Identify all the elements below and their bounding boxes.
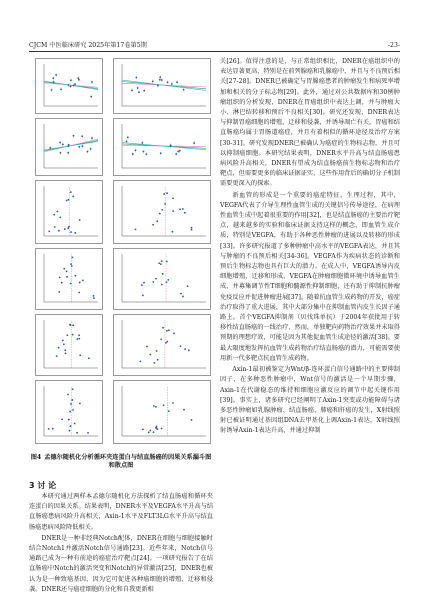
data-point (56, 211, 58, 213)
body-paragraph: 关[26]。值得注意的是，与正常组织相比，DNER在癌组织中的表达显著更高，特别是在前列腺癌和乳腺癌中，并且与不良预后相关[27-28]。DNER已被确定与胃腺癌患者的肿瘤发生和病死率增加和相关的分子标志物[29]。此外，通过对公共数据库和30例肿瘤组织的分析发现，DNER在胃癌组织中表达上调，并与肿瘤大小、淋巴结转移和预后不良相关[30]。研究还发现，DNER表达与抑制胃癌细胞的增殖、迁移和侵袭，并诱导凋亡有关，胃癌和结直肠癌均属于胃肠道癌症，并且有着相似的循环途径及治疗方案[30-31]。研究发现DNER已被确认为癌症的生物标志物，并且可以抑制癌细胞。本研究结果表明，DNER水平升高与结直肠癌患病风险升高相关，DNER有望成为结直肠癌前生物标志物和治疗靶点，但需要更多的临床证据证实，这些作用背后的确切分子机制需要更深入的探索。 (220, 58, 400, 188)
figure-4 (29, 56, 213, 448)
data-point (66, 270, 68, 272)
data-point (161, 284, 163, 286)
data-point (76, 432, 78, 434)
data-point (166, 192, 168, 194)
funnel-plot-6 (114, 315, 210, 375)
data-point (69, 430, 71, 432)
data-point (60, 88, 62, 90)
running-header (29, 40, 400, 50)
page-number: -23- (387, 42, 400, 49)
data-point (67, 394, 69, 396)
scatter-plot-panel-2 (113, 58, 211, 114)
data-point (64, 349, 66, 351)
data-point (51, 89, 53, 91)
data-point (135, 149, 137, 151)
data-point (138, 91, 140, 93)
data-point (71, 265, 73, 267)
data-point (70, 425, 72, 427)
data-point (68, 226, 70, 228)
scatter-plot-2 (114, 59, 210, 113)
data-point (65, 352, 67, 354)
left-column (29, 56, 213, 595)
funnel-plot-8 (114, 381, 210, 443)
data-point (167, 279, 169, 281)
data-point (74, 423, 76, 425)
data-point (66, 334, 68, 336)
data-point (78, 146, 80, 148)
data-point (187, 285, 189, 287)
data-point (164, 203, 166, 205)
data-point (59, 216, 61, 218)
data-point (87, 151, 89, 153)
data-point (184, 348, 186, 350)
data-point (58, 347, 60, 349)
body-paragraph: Axin-1最初被鉴定为Wnt/β-连环蛋白信号通路中的主要抑制因子，在多种恶性肿瘤中，Wnt信号的激活是一个早期步骤，Axin-1在代谢稳态的维持和细胞应激反应的调节中起关键作用[39]。事实上，诸多研究已经阐明了Axin-1突变或功能障碍与诸多恶性肿瘤如乳腺肿瘤、结直肠癌、肺癌和肝癌的发生，X射线照射已被证明通过基因组DNA去甲基化上调Axin-1表达，X射线照射诱导Axin-1表达升高，并通过抑制 (220, 366, 400, 435)
data-point (184, 212, 186, 214)
data-point (70, 283, 72, 285)
data-point (63, 268, 65, 270)
data-point (61, 282, 63, 284)
data-point (191, 227, 193, 229)
data-point (58, 230, 60, 232)
regression-line (44, 81, 98, 90)
data-point (79, 282, 81, 284)
data-point (155, 427, 157, 429)
data-point (183, 409, 185, 411)
data-point (131, 90, 133, 92)
scatter-plot-4 (114, 119, 210, 175)
data-point (49, 147, 51, 149)
data-point (88, 357, 90, 359)
data-point (172, 197, 174, 199)
funnel-plot-5 (36, 315, 102, 375)
data-point (175, 153, 177, 155)
data-point (74, 83, 76, 85)
data-point (60, 152, 62, 154)
data-point (161, 428, 163, 430)
data-point (76, 338, 78, 340)
data-point (168, 410, 170, 412)
data-point (143, 90, 145, 92)
data-point (154, 362, 156, 364)
data-point (70, 263, 72, 265)
data-point (156, 350, 158, 352)
data-point (70, 231, 72, 233)
data-point (183, 89, 185, 91)
scatter-plot-3 (36, 119, 102, 175)
figure-caption (29, 454, 213, 470)
data-point (71, 399, 73, 401)
header-rule (29, 51, 400, 52)
data-point (48, 230, 50, 232)
figure-label: 图4 (30, 454, 42, 461)
data-point (52, 77, 54, 79)
data-point (137, 87, 139, 89)
data-point (161, 209, 163, 211)
data-point (158, 262, 160, 264)
funnel-plot-panel-5 (35, 314, 103, 376)
data-point (159, 79, 161, 81)
data-point (64, 228, 66, 230)
data-point (79, 403, 81, 405)
data-point (79, 354, 81, 356)
data-point (72, 388, 74, 390)
data-point (67, 84, 69, 86)
data-point (90, 148, 92, 150)
body-paragraph: DNER是一种非经典Notch配体，DNER在细胞与细胞接触时结合Notch1并激活Notch信号通路[23]。近些年来，Notch信号通路已成为一种有前途的癌症治疗靶点[24]。一项研究报告了在结直肠癌中Notch的激活突变和Notch的异常激活[25]，DNER也被认为是一种致癌基因，因为它可促进各种癌细胞的增殖、迁移和侵袭。DNER还与癌症细胞的分化和自我更新相 (29, 534, 213, 593)
data-point (166, 281, 168, 283)
body-paragraph: 本研究通过两样本孟德尔随机化方法探析了结直肠癌和循环夹连蛋白的因果关系。结果表明，DNER水平及VEGFA水平升高与结直肠癌患病风险升高相关，Axin-1水平及FLT3LG水平升高与结直肠癌患病风险降低相关。 (29, 493, 214, 531)
data-point (191, 419, 193, 421)
data-point (180, 293, 182, 295)
data-point (126, 140, 128, 142)
journal-title: CJCM 中医临床研究 2025年第17卷第5期 (29, 42, 147, 49)
data-point (62, 143, 64, 145)
data-point (59, 142, 61, 144)
data-point (153, 405, 155, 407)
data-point (70, 403, 72, 405)
data-point (141, 284, 143, 286)
data-point (179, 150, 181, 152)
data-point (152, 281, 154, 283)
data-point (162, 327, 164, 329)
data-point (70, 85, 72, 87)
data-point (166, 330, 168, 332)
data-point (132, 153, 134, 155)
data-point (182, 208, 184, 210)
data-point (168, 329, 170, 331)
funnel-plot-panel-1 (35, 180, 103, 244)
data-point (93, 297, 95, 299)
funnel-plot-panel-6 (113, 314, 211, 376)
data-point (81, 145, 83, 147)
data-point (163, 193, 165, 195)
data-point (141, 142, 143, 144)
data-point (149, 354, 151, 356)
funnel-plot-panel-3 (35, 248, 103, 310)
data-point (188, 350, 190, 352)
data-point (163, 404, 165, 406)
funnel-plot-panel-8 (113, 380, 211, 444)
data-point (78, 292, 80, 294)
data-point (68, 199, 70, 201)
data-point (179, 208, 181, 210)
data-point (167, 81, 169, 83)
data-point (67, 152, 69, 154)
scatter-plot-panel-4 (113, 118, 211, 176)
data-point (82, 279, 84, 281)
body-paragraph: 新血管的形成是一个重要的癌症特征。生理过程，其中，VEGFA代表了介导生理性血管生成的关键信号传导途径，在病理性血管生成中起着很重要的作用[32]，也是结直肠癌的主要治疗靶点，越来越多的实验和临床证据支持这样的概念，即血管生成介质，特别是VEGFA，有助于各种恶性肿瘤的进展以及转移的形成[33]。许多研究报道了多种肿瘤中高水平的VEGFA表达，并且其与肿瘤的不良预后相关[34-36]。VEGFA作为疾病状态的诊断和预后生物标志物也具有巨大的潜力。在成人中，VEGFA诱导内皮细胞增殖、迁移和形成，VEGFA在肿瘤细胞微环境中诱导血管生成，并募集调节性T细胞和髓源性抑制细胞，还有助于抑制抗肿瘤免疫反应并促进肿瘤进展[37]。随着抗血管生成药物的开发，癌症治疗取得了重大进展，其中大部分集中在抑制血管内皮生长因子通路上。首个VEGFA抑制剂（贝伐珠单抗）于2004年获批用于转移性结直肠癌的一线治疗，然而，单独靶向药物治疗效果并未取得预期的理想疗效，可能是因为其他促血管生成途径的激活[38]。要最大限度地发挥抗血管生成药物治疗结直肠癌的潜力，可能需要使用新一代多靶点抗血管生成药物。 (220, 191, 400, 362)
data-point (53, 81, 55, 83)
data-point (145, 153, 147, 155)
data-point (55, 74, 57, 76)
data-point (79, 219, 81, 221)
funnel-plot-4 (114, 249, 210, 309)
data-point (171, 83, 173, 85)
data-point (70, 79, 72, 81)
data-point (69, 411, 71, 413)
data-point (135, 228, 137, 230)
data-point (142, 295, 144, 297)
figure-caption-text: 孟德尔随机化分析循环夹连蛋白与结直肠癌的因果关系漏斗图和散点图 (44, 454, 212, 469)
scatter-plot-panel-1 (35, 58, 103, 114)
data-point (78, 338, 80, 340)
data-point (152, 80, 154, 82)
data-point (166, 261, 168, 263)
data-point (157, 85, 159, 87)
data-point (143, 282, 145, 284)
funnel-plot-3 (36, 249, 102, 309)
data-point (53, 214, 55, 216)
data-point (67, 227, 69, 229)
data-point (69, 324, 71, 326)
right-column (220, 56, 400, 437)
data-point (74, 232, 76, 234)
data-point (87, 432, 89, 434)
data-point (68, 144, 70, 146)
data-point (176, 81, 178, 83)
data-point (72, 409, 74, 411)
data-point (91, 81, 93, 83)
data-point (91, 137, 93, 139)
funnel-plot-2 (114, 181, 210, 243)
funnel-plot-1 (36, 181, 102, 243)
data-point (63, 343, 65, 345)
data-point (160, 338, 162, 340)
data-point (78, 79, 80, 81)
data-point (149, 430, 151, 432)
data-point (73, 84, 75, 86)
data-point (58, 291, 60, 293)
data-point (143, 151, 145, 153)
data-point (73, 135, 75, 137)
data-point (148, 432, 150, 434)
data-point (155, 406, 157, 408)
data-point (70, 191, 72, 193)
data-point (139, 360, 141, 362)
data-point (173, 332, 175, 334)
funnel-plot-panel-4 (113, 248, 211, 310)
data-point (160, 152, 162, 154)
data-point (182, 296, 184, 298)
data-point (157, 359, 159, 361)
data-point (180, 345, 182, 347)
data-point (75, 275, 77, 277)
data-point (152, 224, 154, 226)
data-point (54, 226, 56, 228)
data-point (166, 341, 168, 343)
data-point (172, 210, 174, 212)
data-point (170, 145, 172, 147)
funnel-plot-panel-2 (113, 180, 211, 244)
data-point (191, 229, 193, 231)
data-point (48, 428, 50, 430)
data-point (153, 431, 155, 433)
data-point (72, 196, 74, 198)
data-point (66, 200, 68, 202)
data-point (52, 428, 54, 430)
scatter-plot-1 (36, 59, 102, 113)
data-point (177, 151, 179, 153)
data-point (156, 220, 158, 222)
data-point (172, 231, 174, 233)
data-point (66, 276, 68, 278)
data-point (160, 263, 162, 265)
funnel-plot-7 (36, 381, 102, 443)
data-point (56, 355, 58, 357)
data-point (142, 429, 144, 431)
data-point (161, 79, 163, 81)
data-point (90, 96, 92, 98)
data-point (165, 342, 167, 344)
data-point (68, 419, 70, 421)
data-point (155, 278, 157, 280)
data-point (159, 213, 161, 215)
data-point (72, 256, 74, 258)
data-point (59, 276, 61, 278)
data-point (127, 137, 129, 139)
regression-line (122, 80, 206, 90)
data-point (93, 295, 95, 297)
data-point (135, 77, 137, 79)
data-point (159, 76, 161, 78)
data-point (172, 402, 174, 404)
data-point (193, 142, 195, 144)
data-point (146, 346, 148, 348)
data-point (161, 260, 163, 262)
data-point (162, 273, 164, 275)
section-heading: 3 讨 论 (29, 481, 57, 490)
funnel-plot-panel-7 (35, 380, 103, 444)
data-point (61, 419, 63, 421)
data-point (81, 135, 83, 137)
data-point (72, 334, 74, 336)
data-point (72, 324, 74, 326)
data-point (62, 340, 64, 342)
data-point (78, 334, 80, 336)
scatter-plot-panel-3 (35, 118, 103, 176)
